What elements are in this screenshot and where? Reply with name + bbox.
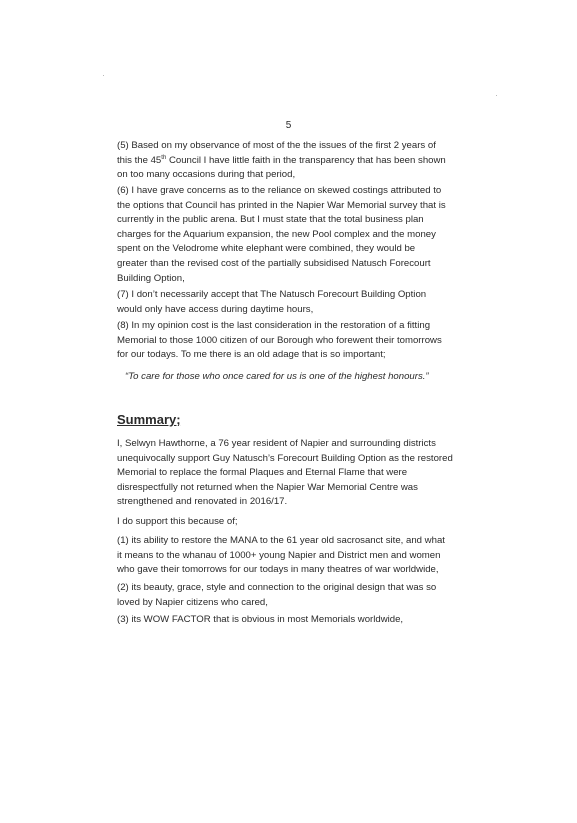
text-line: unequivocally support Guy Natusch’s Forecourt Building Option as the restored	[117, 452, 453, 464]
reason-1	[117, 534, 485, 578]
text-line: loved by Napier citizens who cared,	[117, 596, 268, 608]
text-line: on too many occasions during that period,	[117, 169, 296, 181]
page-number: 5	[285, 120, 292, 131]
ordinal-suffix: th	[161, 154, 167, 161]
summary-paragraph-2	[117, 515, 485, 530]
text-span: Council I have little faith in the transparency that has been shown	[166, 154, 446, 166]
text-line: spent on the Velodrome white elephant were combined, they would be	[117, 243, 416, 255]
text-line: Memorial to those 1000 citizen of our Borough who forewent their tomorrows	[117, 334, 442, 346]
text-line: greater than the revised cost of the partially subsidised Natusch Forecourt	[117, 257, 431, 269]
text-line: strengthened and renovated in 2016/17.	[117, 496, 288, 508]
text-line: disrespectfully not returned when the Napier War Memorial Centre was	[117, 481, 418, 493]
text-line: Memorial to replace the formal Plaques and Eternal Flame that were	[117, 467, 408, 479]
text-line: who gave their tomorrows for our todays in many theatres of war worldwide,	[117, 564, 439, 576]
text-line: would only have access during daytime hours,	[117, 303, 314, 315]
paragraph-7	[117, 288, 485, 317]
quotation: “To care for those who once cared for us is one of the highest honours.”	[125, 371, 429, 382]
text-line	[117, 154, 485, 169]
text-line: I do support this because of;	[117, 516, 238, 527]
summary-paragraph-1	[117, 437, 485, 510]
text-line: (8) In my opinion cost is the last consideration in the restoration of a fitting	[117, 320, 431, 331]
text-line: Building Option,	[117, 272, 185, 284]
text-line: (5) Based on my observance of most of the the issues of the first 2 years of	[117, 140, 436, 151]
text-line: the options that Council has printed in the Napier War Memorial survey that is	[117, 199, 446, 211]
summary-heading: Summary;	[117, 412, 181, 427]
scan-speck	[103, 75, 104, 76]
text-line: charges for the Aquarium expansion, the new Pool complex and the money	[117, 228, 436, 240]
text-line: I, Selwyn Hawthorne, a 76 year resident of Napier and surrounding districts	[117, 438, 436, 449]
paragraph-5	[117, 139, 485, 183]
text-line: for our todays. To me there is an old adage that is so important;	[117, 349, 386, 361]
paragraph-6	[117, 184, 485, 286]
text-line: currently in the public arena. But I must state that the total business plan	[117, 214, 424, 226]
text-span: this the 45	[117, 154, 162, 166]
text-line: (6) I have grave concerns as to the reliance on skewed costings attributed to	[117, 185, 442, 196]
scan-speck	[496, 95, 497, 96]
reason-2	[117, 581, 485, 610]
text-line: (3) its WOW FACTOR that is obvious in most Memorials worldwide,	[117, 614, 404, 625]
text-line: (7) I don’t necessarily accept that The Natusch Forecourt Building Option	[117, 289, 427, 300]
reason-3	[117, 613, 485, 628]
text-line: (1) its ability to restore the MANA to the 61 year old sacrosanct site, and what	[117, 535, 445, 546]
paragraph-8	[117, 319, 485, 363]
text-line: (2) its beauty, grace, style and connection to the original design that was so	[117, 582, 437, 593]
text-line: it means to the whanau of 1000+ young Napier and District men and women	[117, 549, 441, 561]
